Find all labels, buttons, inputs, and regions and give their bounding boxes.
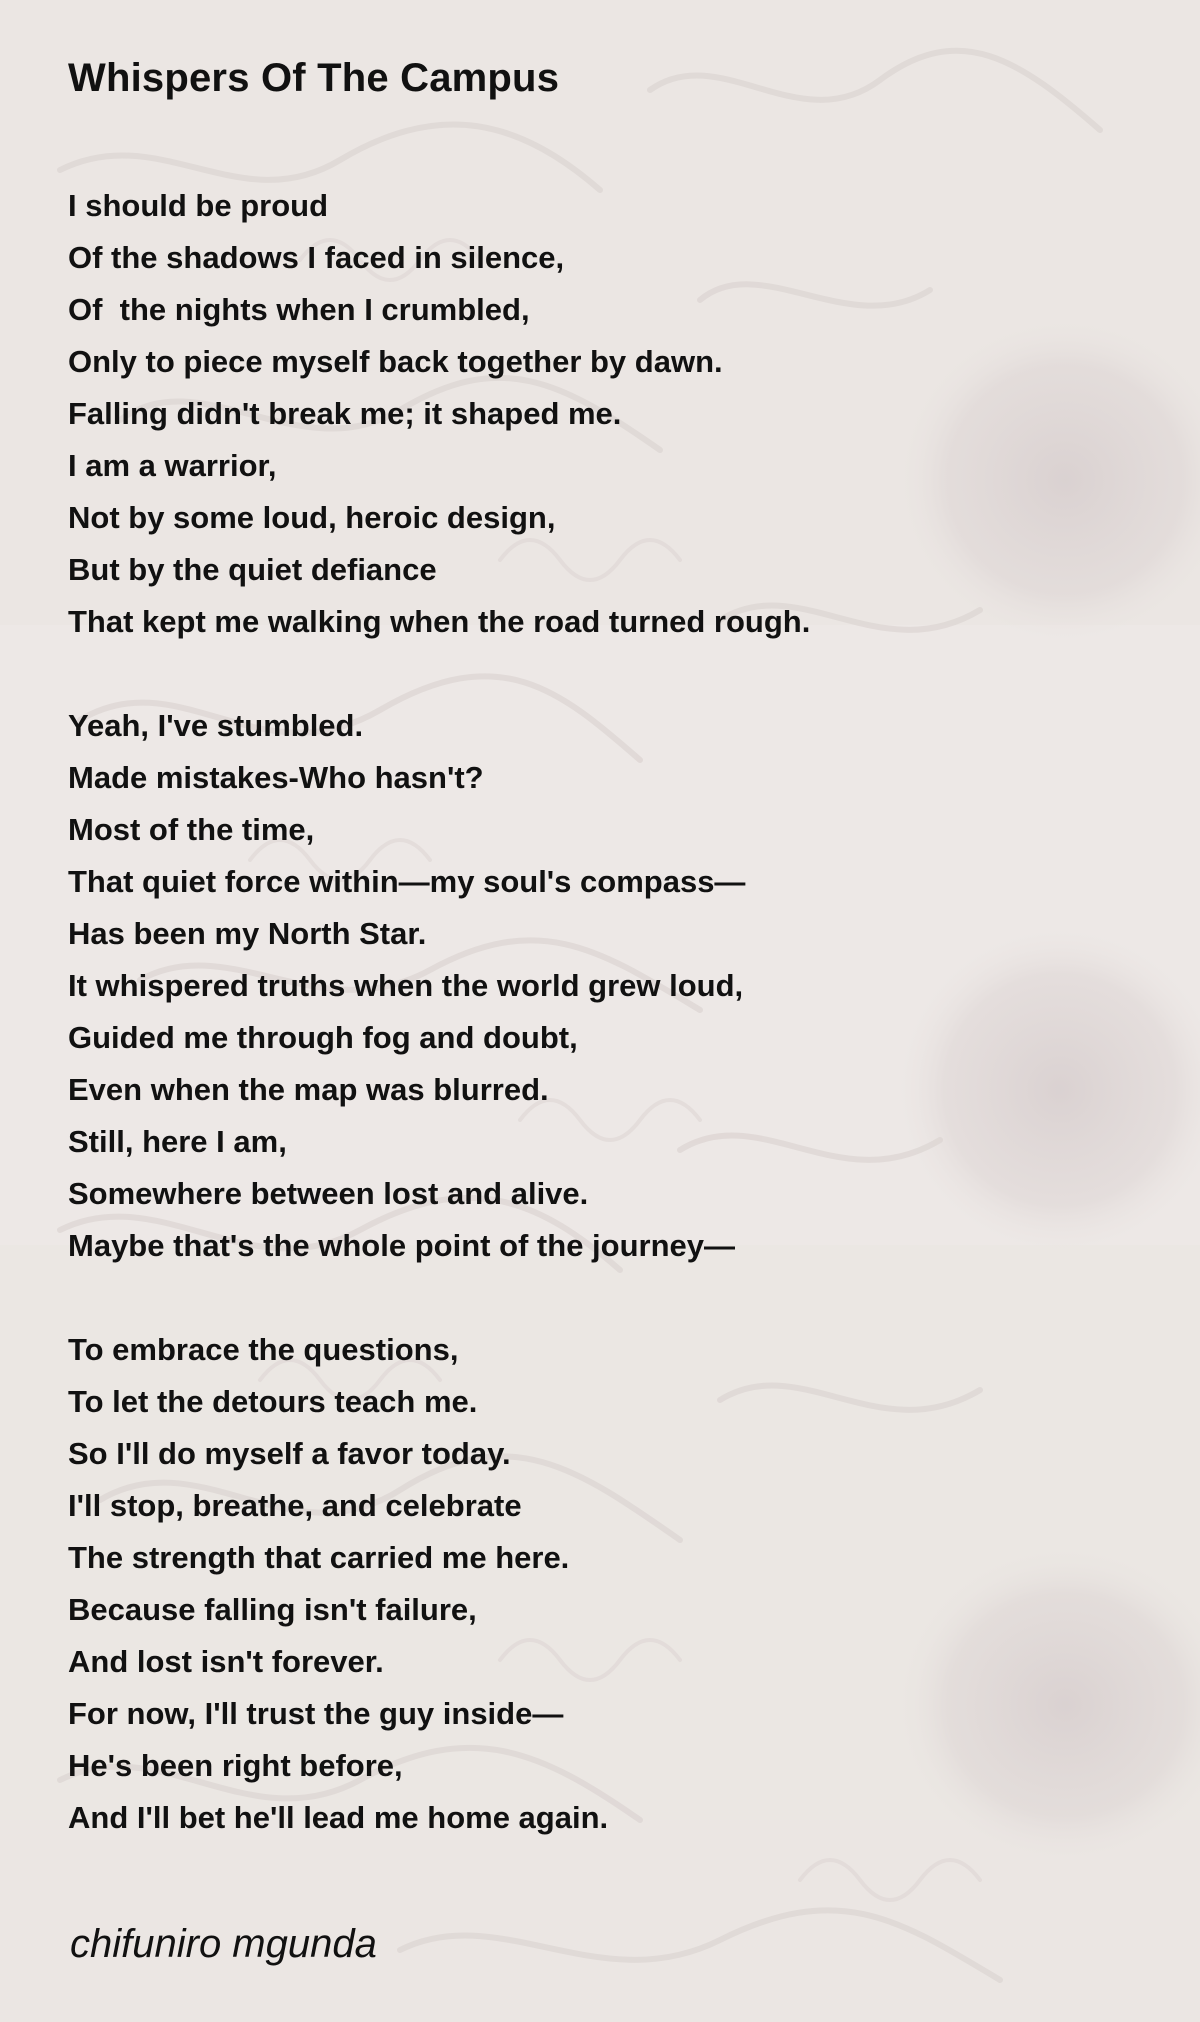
poem-author: chifuniro mgunda — [70, 1922, 377, 1966]
poem-line: Not by some loud, heroic design, — [68, 500, 556, 535]
poem-line: So I'll do myself a favor today. — [68, 1436, 511, 1471]
poem-body — [68, 180, 1128, 1844]
poem-line: But by the quiet defiance — [68, 552, 437, 587]
poem-stanza — [68, 1324, 1128, 1844]
poem-line: To let the detours teach me. — [68, 1384, 478, 1419]
poem-line: Most of the time, — [68, 812, 315, 847]
poem-line: The strength that carried me here. — [68, 1540, 570, 1575]
poem-line: Made mistakes-Who hasn't? — [68, 760, 484, 795]
poem-line: Of the shadows I faced in silence, — [68, 240, 565, 275]
poem-line: Falling didn't break me; it shaped me. — [68, 396, 622, 431]
poem-line: That kept me walking when the road turned rough. — [68, 604, 811, 639]
poem-line: It whispered truths when the world grew loud, — [68, 968, 744, 1003]
poem-line: Even when the map was blurred. — [68, 1072, 549, 1107]
poem-container — [68, 50, 1128, 1896]
poem-line: Because falling isn't failure, — [68, 1592, 477, 1627]
poem-line: I'll stop, breathe, and celebrate — [68, 1488, 522, 1523]
poem-title: Whispers Of The Campus — [68, 56, 560, 100]
poem-line: To embrace the questions, — [68, 1332, 459, 1367]
poem-line: Of the nights when I crumbled, — [68, 292, 530, 327]
poem-line: For now, I'll trust the guy inside— — [68, 1696, 564, 1731]
poem-line: Maybe that's the whole point of the journey— — [68, 1228, 736, 1263]
poem-line: I am a warrior, — [68, 448, 277, 483]
poem-line: Guided me through fog and doubt, — [68, 1020, 578, 1055]
poem-line: Still, here I am, — [68, 1124, 287, 1159]
poem-line: That quiet force within—my soul's compass— — [68, 864, 746, 899]
poem-line: Yeah, I've stumbled. — [68, 708, 364, 743]
poem-line: Somewhere between lost and alive. — [68, 1176, 589, 1211]
poem-line: Has been my North Star. — [68, 916, 427, 951]
poem-line: And lost isn't forever. — [68, 1644, 384, 1679]
poem-line: And I'll bet he'll lead me home again. — [68, 1800, 609, 1835]
poem-line: Only to piece myself back together by dawn. — [68, 344, 723, 379]
poem-line: I should be proud — [68, 188, 329, 223]
poem-stanza — [68, 180, 1128, 648]
poem-line: He's been right before, — [68, 1748, 403, 1783]
poem-stanza — [68, 700, 1128, 1272]
